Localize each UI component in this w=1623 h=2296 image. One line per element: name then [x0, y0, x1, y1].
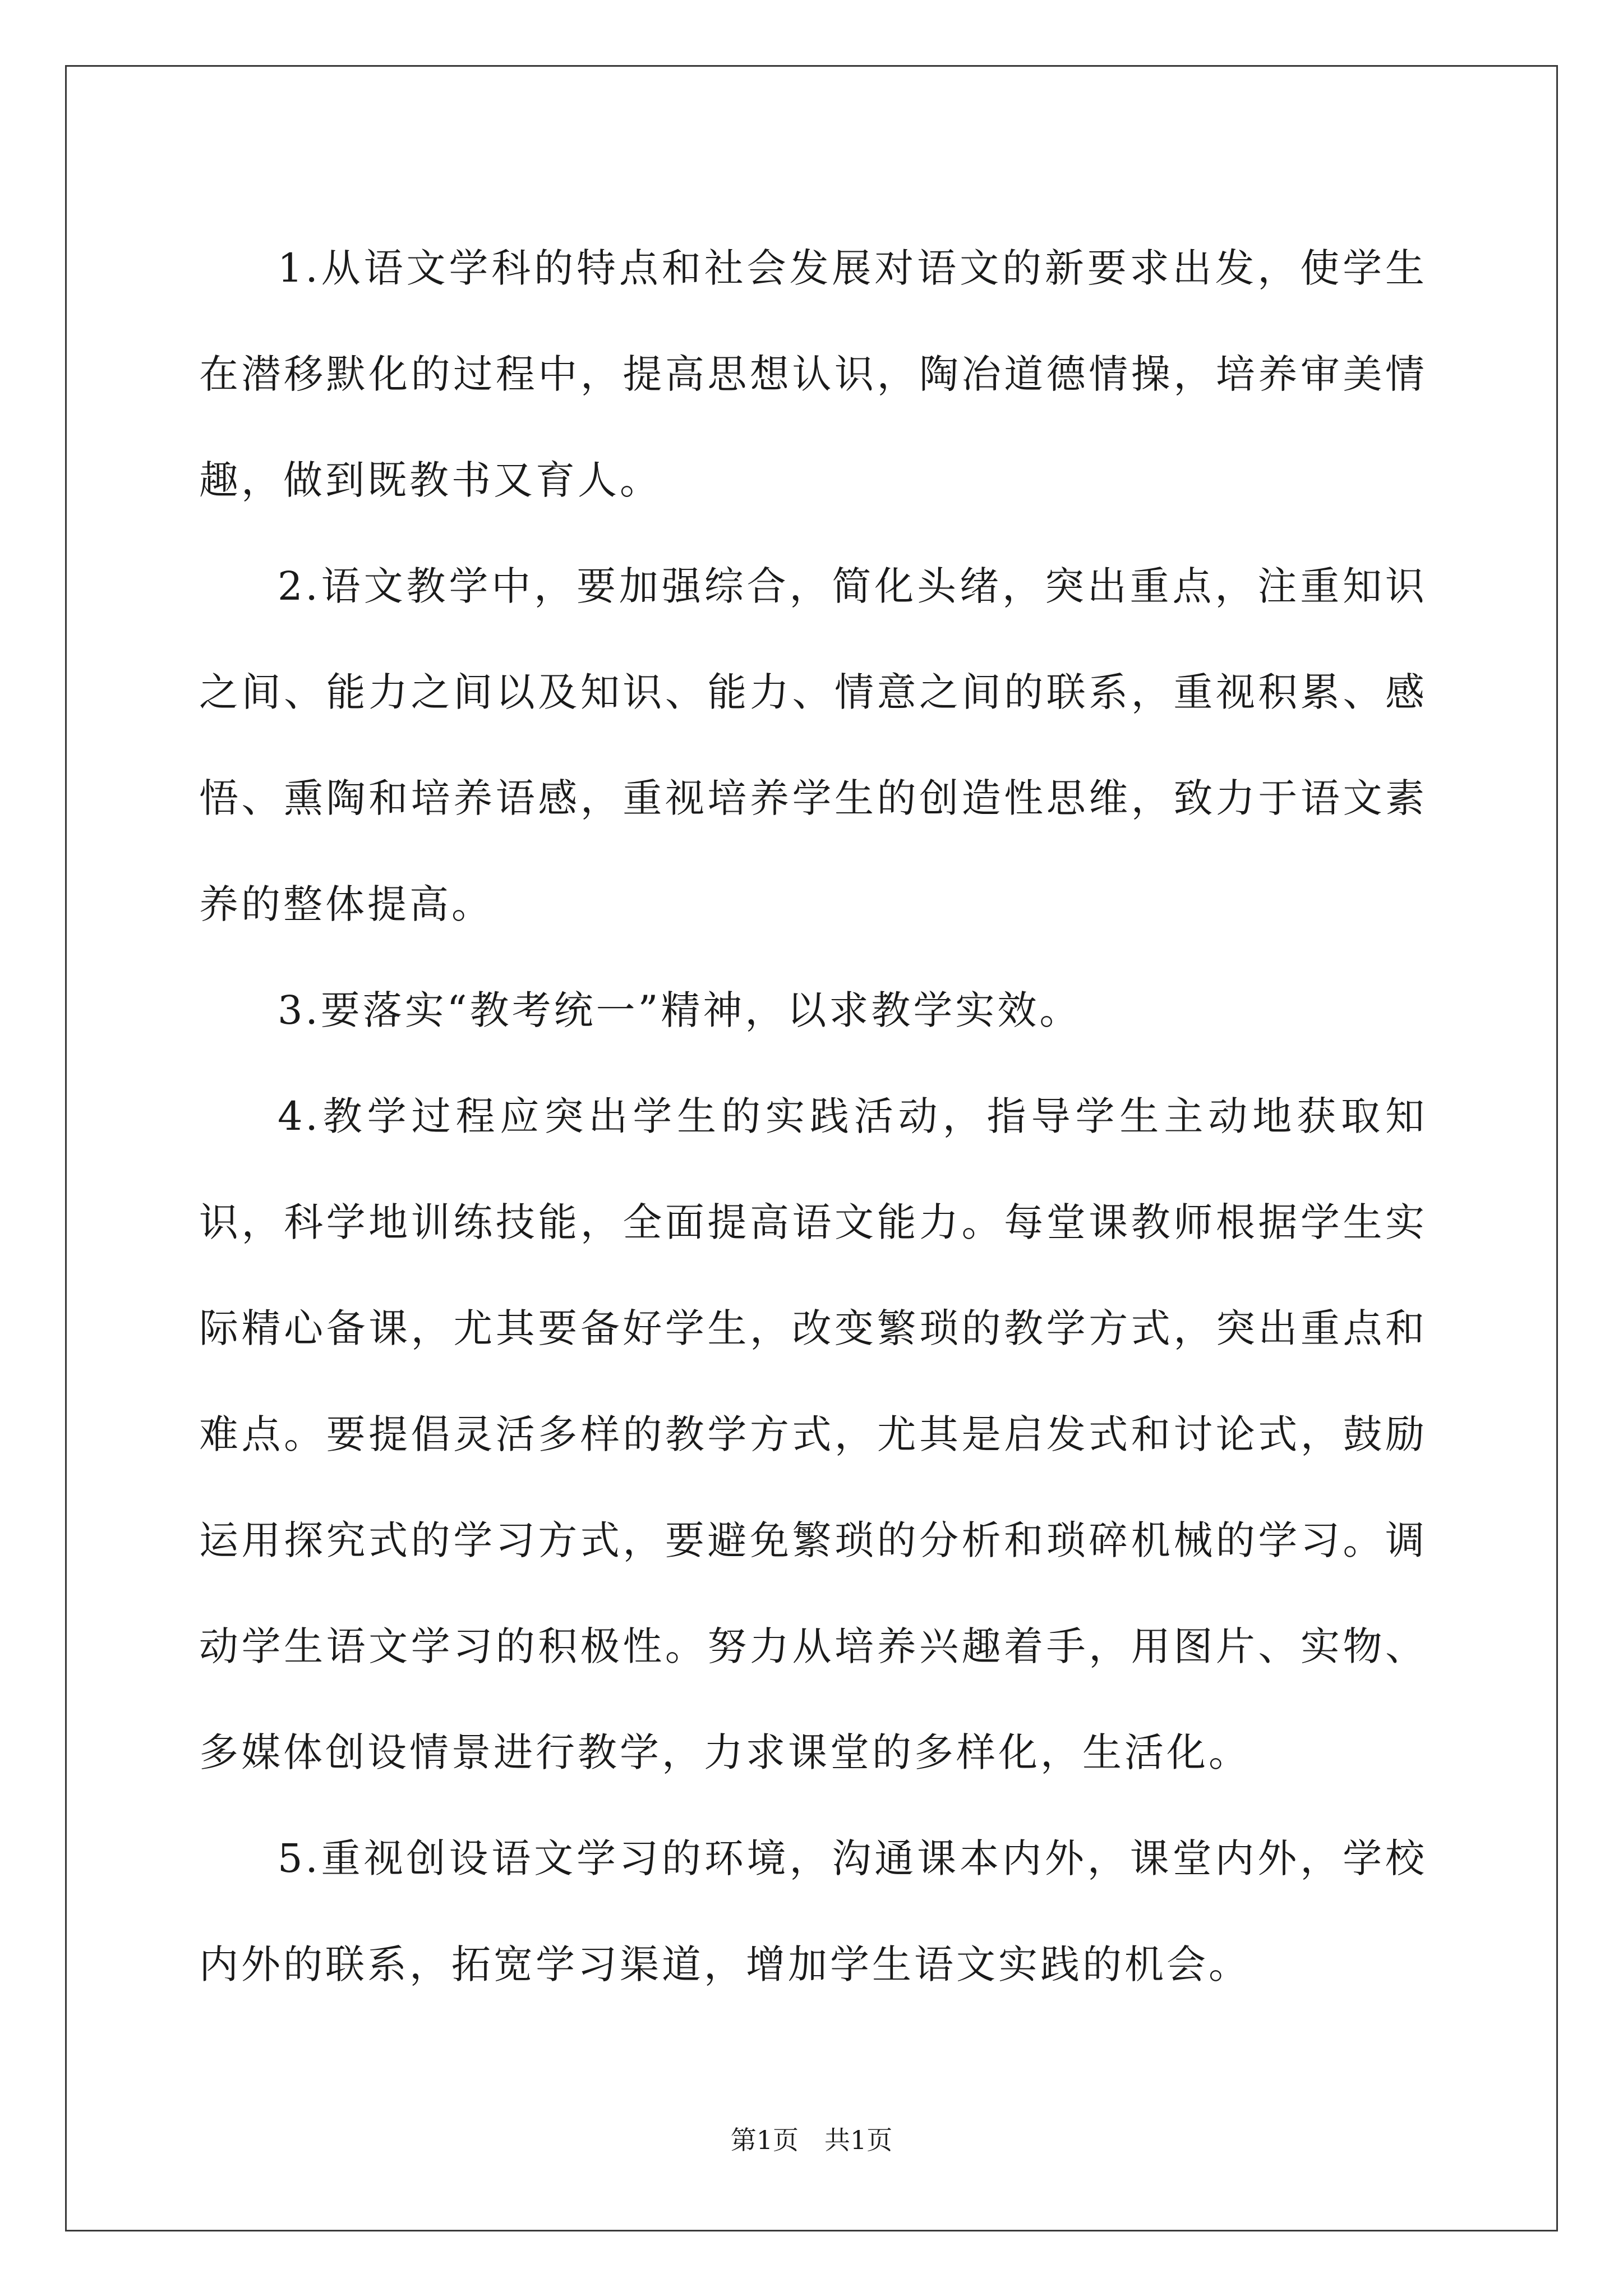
paragraph-2: 2.语文教学中，要加强综合，简化头绪，突出重点，注重知识之间、能力之间以及知识、能力、情意之间的联系，重视积累、感悟、熏陶和培养语感，重视培养学生的创造性思维，致力于语文素养的整体提高。: [199, 563, 1427, 927]
paragraph-5: 5.重视创设语文学习的环境，沟通课本内外，课堂内外，学校内外的联系，拓宽学习渠道，增加学生语文实践的机会。: [199, 1835, 1427, 1987]
paragraph-4: 4.教学过程应突出学生的实践活动，指导学生主动地获取知识，科学地训练技能，全面提高语文能力。每堂课教师根据学生实际精心备课，尤其要备好学生，改变繁琐的教学方式，突出重点和难点。要提倡灵活多样的教学方式，尤其是启发式和讨论式，鼓励运用探究式的学习方式，要避免繁琐的分析和琐碎机械的学习。调动学生语文学习的积极性。努力从培养兴趣着手，用图片、实物、多媒体创设情景进行教学，力求课堂的多样化，生活化。: [199, 1093, 1427, 1775]
paragraph-3: 3.要落实“教考统一”精神，以求教学实效。: [278, 987, 1082, 1033]
document-body: [199, 215, 1427, 2018]
page-number-footer: 第1页 共1页: [730, 2125, 893, 2155]
paragraph-1: 1.从语文学科的特点和社会发展对语文的新要求出发，使学生在潜移默化的过程中，提高思想认识，陶冶道德情操，培养审美情趣，做到既教书又育人。: [199, 245, 1427, 503]
